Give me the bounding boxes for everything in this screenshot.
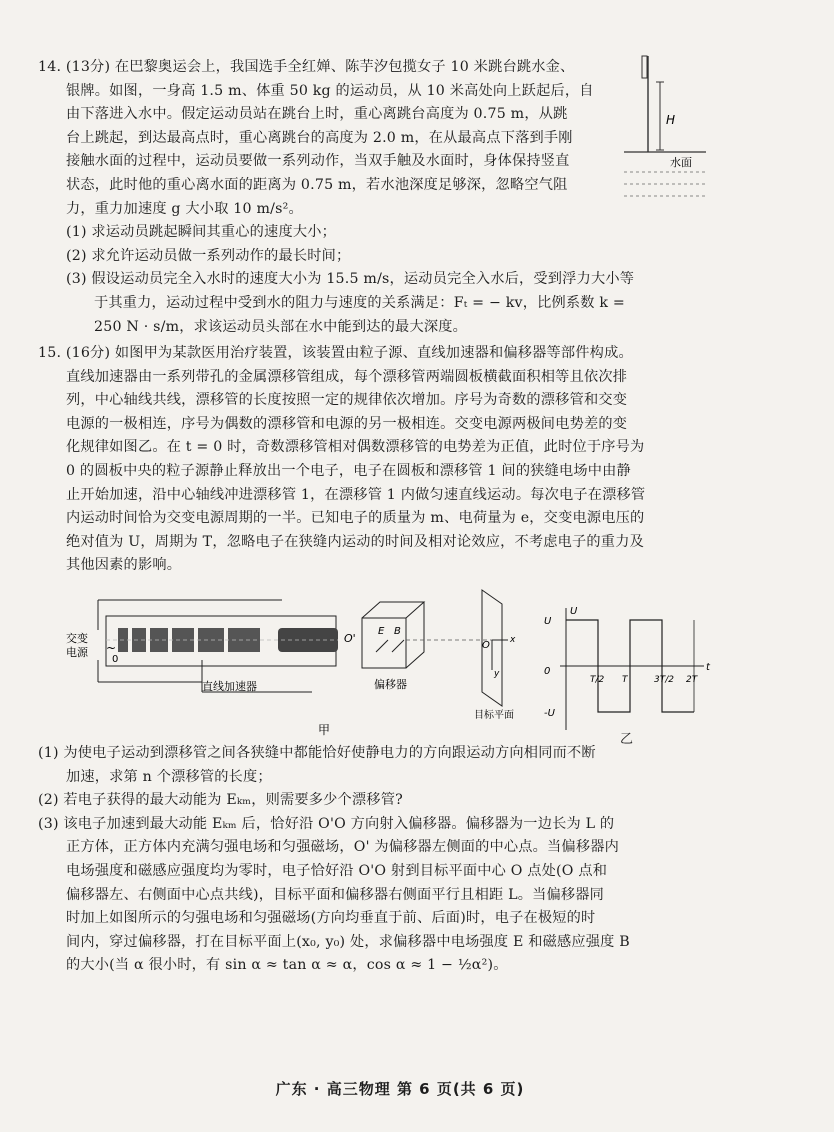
q14-subquestion: (2) 求允许运动员做一系列动作的最长时间；: [66, 247, 351, 264]
q15-subquestion: 间内，穿过偏移器，打在目标平面上(x₀, y₀) 处，求偏移器中电场强度 E 和磁感应强度 B: [66, 933, 630, 950]
q14-subquestion: (1) 求运动员跳起瞬间其重心的速度大小；: [66, 224, 336, 241]
diving-figure: [620, 52, 710, 212]
question-15: [38, 342, 768, 578]
q15-subquestion: 的大小(当 α 很小时，有 sin α ≈ tan α ≈ α，cos α ≈ 1 − ½α²)。: [66, 957, 508, 974]
x-tick-label: T/2: [590, 675, 605, 685]
q15-line: 直线加速器由一系列带孔的金属漂移管组成，每个漂移管两端圆板横截面积相等且依次排: [66, 368, 628, 385]
q14-line: 接触水面的过程中，运动员要做一系列动作，当双手触及水面时，身体保持竖直: [66, 153, 570, 170]
q15-line: 内运动时间恰为交变电源周期的一半。已知电子的质量为 m、电荷量为 e，交变电源电压的: [66, 510, 645, 527]
height-label: H: [666, 113, 676, 127]
q15-line: 电源的一极相连，序号为偶数的漂移管和电源的另一极相连。交变电源两极间电势差的变: [66, 415, 628, 432]
q15-subquestions: [38, 742, 768, 978]
x-tick-label: 2T: [686, 675, 698, 685]
voltage-chart: [538, 600, 708, 740]
o-label: O: [482, 640, 490, 651]
fig-b-label: 乙: [620, 732, 634, 747]
q14-line: 台上跳起，到达最高点时，重心离跳台的高度为 2.0 m，在从最高点下落到手刚: [66, 129, 573, 146]
target-label: 目标平面: [474, 710, 514, 721]
q15-subquestion: 偏移器左、右侧面中心点共线)，目标平面和偏移器右侧面平行且相距 L。当偏移器同: [66, 886, 605, 903]
accelerator-label: 直线加速器: [202, 680, 257, 693]
q15-line: 15. (16分) 如图甲为某款医用治疗装置，该装置由粒子源、直线加速器和偏移器等部件构成。: [38, 345, 633, 361]
q15-line: 0 的圆板中央的粒子源静止释放出一个电子，电子在圆板和漂移管 1 间的狭缝电场中由静: [66, 462, 631, 479]
power-label: 电源: [66, 646, 88, 659]
x-tick-label: T: [622, 675, 628, 685]
q15-line: 化规律如图乙。在 t = 0 时，奇数漂移管相对偶数漂移管的电势差为正值，此时位于序号为: [66, 439, 645, 456]
zero-label: 0: [112, 654, 119, 665]
page-footer: 广东 · 高三物理 第 6 页(共 6 页): [275, 1080, 525, 1098]
x-axis-label: x: [510, 635, 516, 645]
y-axis-title: U: [570, 606, 578, 617]
q15-subquestion: 正方体，正方体内充满匀强电场和匀强磁场，O' 为偏移器左侧面的中心点。当偏移器内: [66, 839, 619, 856]
y-tick-label: 0: [544, 666, 551, 677]
e-label: E: [378, 626, 385, 637]
b-label: B: [394, 626, 401, 637]
q15-subquestion: (1) 为使电子运动到漂移管之间各狭缝中都能恰好使静电力的方向跟运动方向相同而不断: [38, 745, 596, 761]
q15-subquestion: 加速，求第 n 个漂移管的长度；: [66, 768, 272, 785]
question-14: [38, 56, 635, 339]
q15-line: 列，中心轴线共线，漂移管的长度按照一定的规律依次增加。序号为奇数的漂移管和交变: [66, 392, 628, 409]
q14-line: 由下落进入水中。假定运动员站在跳台上时，重心离跳台高度为 0.75 m，从跳: [66, 106, 568, 123]
deflector-label: 偏移器: [374, 678, 407, 691]
q15-subquestion: 电场强度和磁感应强度均为零时，电子恰好沿 O'O 射到目标平面中心 O 点处(O 点和: [66, 862, 608, 879]
q14-subquestion: 250 N · s/m，求该运动员头部在水中能到达的最大深度。: [94, 318, 467, 335]
power-label: 交变: [66, 632, 88, 645]
ac-symbol: ~: [106, 641, 117, 655]
o-prime-label: O': [344, 632, 356, 645]
q15-subquestion: (3) 该电子加速到最大动能 Eₖₘ 后，恰好沿 O'O 方向射入偏移器。偏移器为一边长为 L 的: [38, 815, 615, 832]
q15-subquestion: (2) 若电子获得的最大动能为 Eₖₘ，则需要多少个漂移管?: [38, 792, 403, 809]
q14-subquestion: 于其重力，运动过程中受到水的阻力与速度的关系满足：Fₜ = − kv，比例系数 k =: [94, 294, 625, 311]
q14-line: 银牌。如图，一身高 1.5 m、体重 50 kg 的运动员，从 10 米高处向上跃起后，自: [66, 82, 594, 99]
x-axis-title: t: [706, 662, 710, 673]
x-tick-label: 3T/2: [654, 675, 674, 685]
q15-subquestion: 时加上如图所示的匀强电场和匀强磁场(方向均垂直于前、后面)时，电子在极短的时: [66, 910, 596, 927]
q14-subquestion: (3) 假设运动员完全入水时的速度大小为 15.5 m/s，运动员完全入水后，受到浮力大小等: [66, 271, 635, 288]
fig-a-label: 甲: [318, 723, 331, 737]
q15-line: 止开始加速，沿中心轴线冲进漂移管 1，在漂移管 1 内做匀速直线运动。每次电子在漂移管: [66, 486, 646, 503]
drift-tube: [278, 628, 338, 652]
y-tick-label: U: [544, 616, 552, 627]
q14-line: 力，重力加速度 g 大小取 10 m/s²。: [66, 200, 303, 217]
q15-line: 绝对值为 U，周期为 T，忽略电子在狭缝内运动的时间及相对论效应，不考虑电子的重力及: [66, 533, 644, 550]
y-axis-label: y: [494, 669, 500, 679]
q14-line: 状态，此时他的重心离水面的距离为 0.75 m，若水池深度足够深，忽略空气阻: [66, 176, 568, 193]
q15-line: 其他因素的影响。: [66, 557, 182, 574]
q14-line: 14. (13分) 在巴黎奥运会上，我国选手全红婵、陈芋汐包揽女子 10 米跳台跳水金、: [38, 59, 575, 75]
y-tick-label: -U: [544, 708, 555, 719]
water-surface-label: 水面: [670, 156, 692, 169]
